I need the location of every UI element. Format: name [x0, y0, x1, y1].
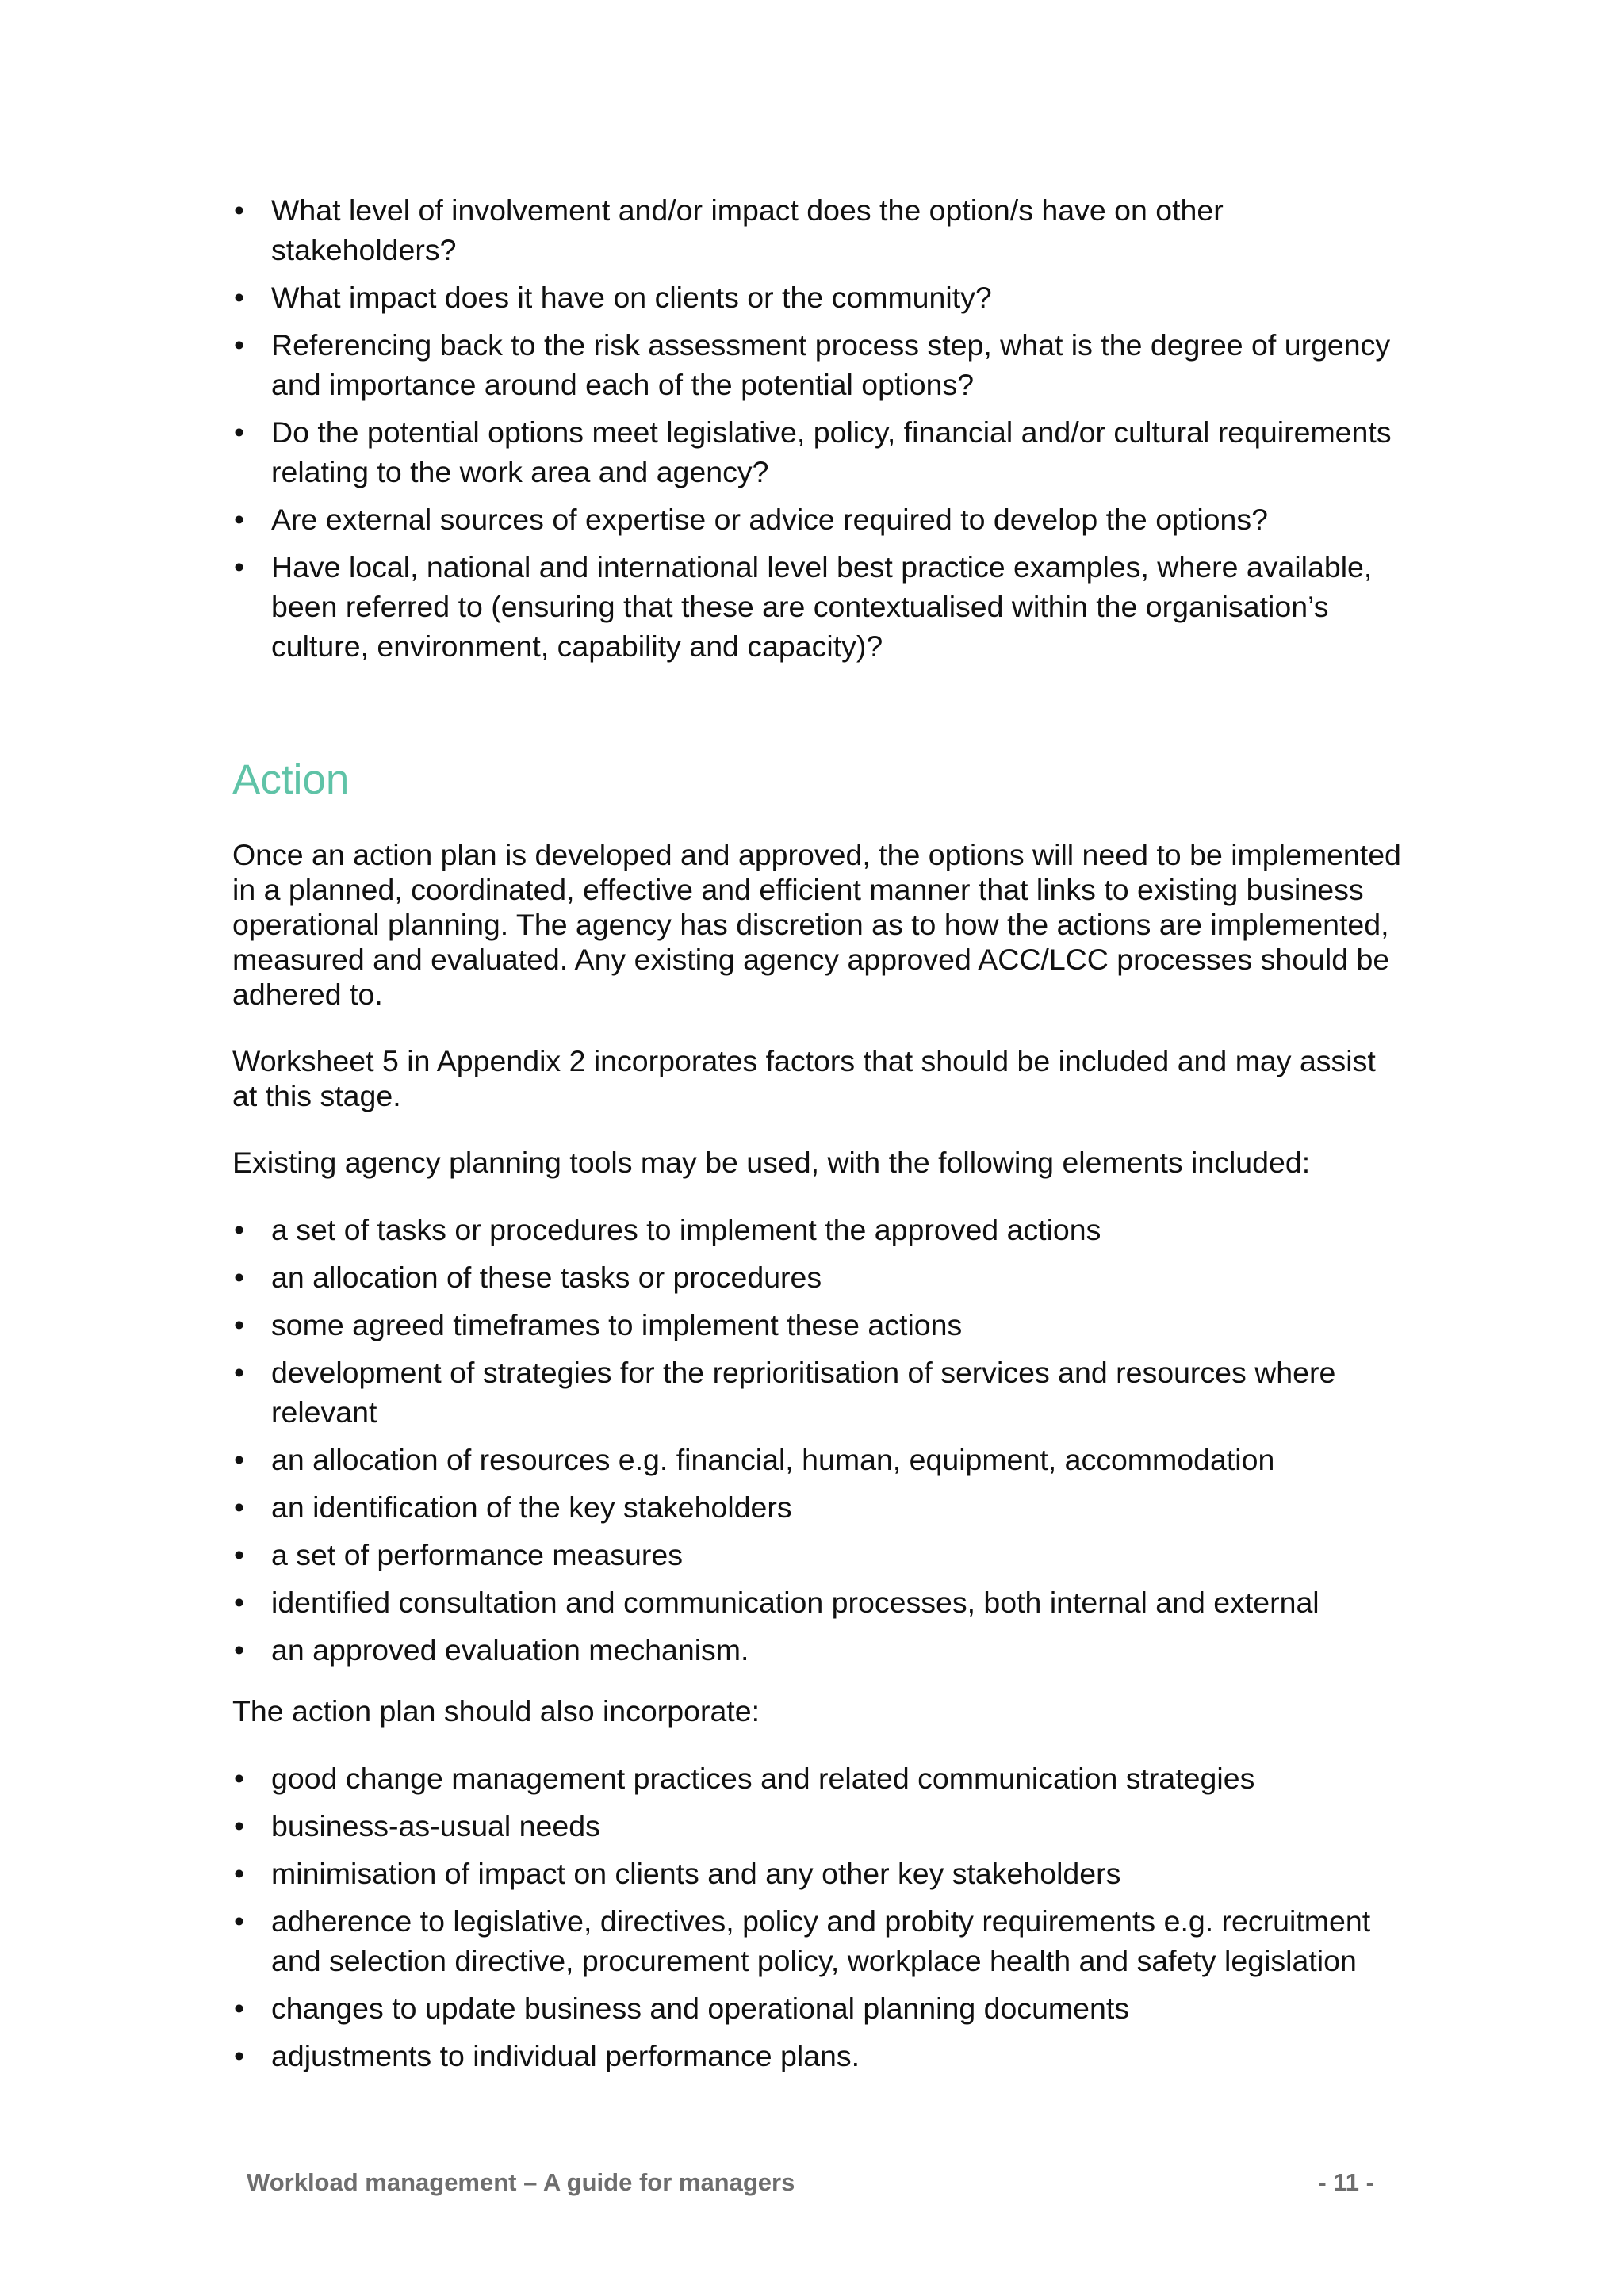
bullet-icon: • — [234, 1809, 245, 1843]
list-item: • What level of involvement and/or impact does the option/s have on other stakeholders? — [232, 190, 1406, 270]
paragraph: Existing agency planning tools may be used, with the following elements included: — [232, 1146, 1311, 1179]
list-item: • an approved evaluation mechanism. — [232, 1630, 1406, 1670]
elements-bullet-list — [232, 1210, 1406, 1670]
list-item: • changes to update business and operational planning documents — [232, 1988, 1406, 2028]
bullet-icon: • — [234, 1992, 245, 2025]
bullet-icon: • — [234, 503, 245, 536]
list-item: • Have local, national and international level best practice examples, where available, been referred to (ensuring that these are contextualised within the organisation’s culture, environment, capability and capacity)? — [232, 547, 1406, 666]
intro-bullet-list — [232, 190, 1406, 666]
list-item: • some agreed timeframes to implement these actions — [232, 1305, 1406, 1345]
list-item: • adjustments to individual performance plans. — [232, 2036, 1406, 2076]
bullet-icon: • — [234, 1857, 245, 1890]
paragraph: Once an action plan is developed and approved, the options will need to be implemented in a planned, coordinated, effective and efficient manner that links to existing business operational planning. The agency has discretion as to how the actions are implemented, measured and evaluated. Any existing agency approved ACC/LCC processes should be adhered to. — [232, 838, 1401, 1011]
list-item: • minimisation of impact on clients and any other key stakeholders — [232, 1854, 1406, 1893]
list-item: • development of strategies for the reprioritisation of services and resources where relevant — [232, 1353, 1406, 1432]
bullet-icon: • — [234, 1356, 245, 1389]
page-footer — [247, 2168, 1374, 2197]
list-item: • Referencing back to the risk assessment process step, what is the degree of urgency and importance around each of the potential options? — [232, 325, 1406, 404]
footer-title: Workload management – A guide for managers — [247, 2168, 795, 2196]
page-number: - 11 - — [1318, 2168, 1374, 2196]
bullet-icon: • — [234, 1443, 245, 1476]
bullet-icon: • — [234, 1213, 245, 1246]
bullet-icon: • — [234, 1490, 245, 1524]
bullet-icon: • — [234, 193, 245, 227]
list-item: • What impact does it have on clients or the community? — [232, 277, 1406, 317]
bullet-icon: • — [234, 415, 245, 449]
bullet-icon: • — [234, 1762, 245, 1795]
list-item: • a set of tasks or procedures to implement the approved actions — [232, 1210, 1406, 1249]
list-item: • an allocation of resources e.g. financial, human, equipment, accommodation — [232, 1440, 1406, 1479]
list-item: • Do the potential options meet legislative, policy, financial and/or cultural requirements relating to the work area and agency? — [232, 412, 1406, 492]
list-item: • adherence to legislative, directives, policy and probity requirements e.g. recruitment and selection directive, procurement policy, workplace health and safety legislation — [232, 1901, 1406, 1980]
bullet-icon: • — [234, 1261, 245, 1294]
list-item: • a set of performance measures — [232, 1535, 1406, 1575]
bullet-icon: • — [234, 328, 245, 362]
list-item: • identified consultation and communication processes, both internal and external — [232, 1582, 1406, 1622]
bullet-icon: • — [234, 550, 245, 584]
list-item: • business-as-usual needs — [232, 1806, 1406, 1846]
bullet-icon: • — [234, 1586, 245, 1619]
bullet-icon: • — [234, 281, 245, 314]
bullet-icon: • — [234, 1633, 245, 1667]
bullet-icon: • — [234, 1538, 245, 1571]
paragraph: Worksheet 5 in Appendix 2 incorporates factors that should be included and may assist at this stage. — [232, 1044, 1376, 1112]
list-item: • Are external sources of expertise or advice required to develop the options? — [232, 499, 1406, 539]
list-item: • good change management practices and related communication strategies — [232, 1758, 1406, 1798]
bullet-icon: • — [234, 1904, 245, 1938]
incorporate-bullet-list — [232, 1758, 1406, 2076]
section-heading: Action — [232, 756, 350, 803]
document-page — [232, 190, 1406, 2084]
bullet-icon: • — [234, 2039, 245, 2072]
bullet-icon: • — [234, 1308, 245, 1341]
list-item: • an allocation of these tasks or procedures — [232, 1257, 1406, 1297]
paragraph: The action plan should also incorporate: — [232, 1694, 760, 1728]
list-item: • an identification of the key stakeholders — [232, 1487, 1406, 1527]
